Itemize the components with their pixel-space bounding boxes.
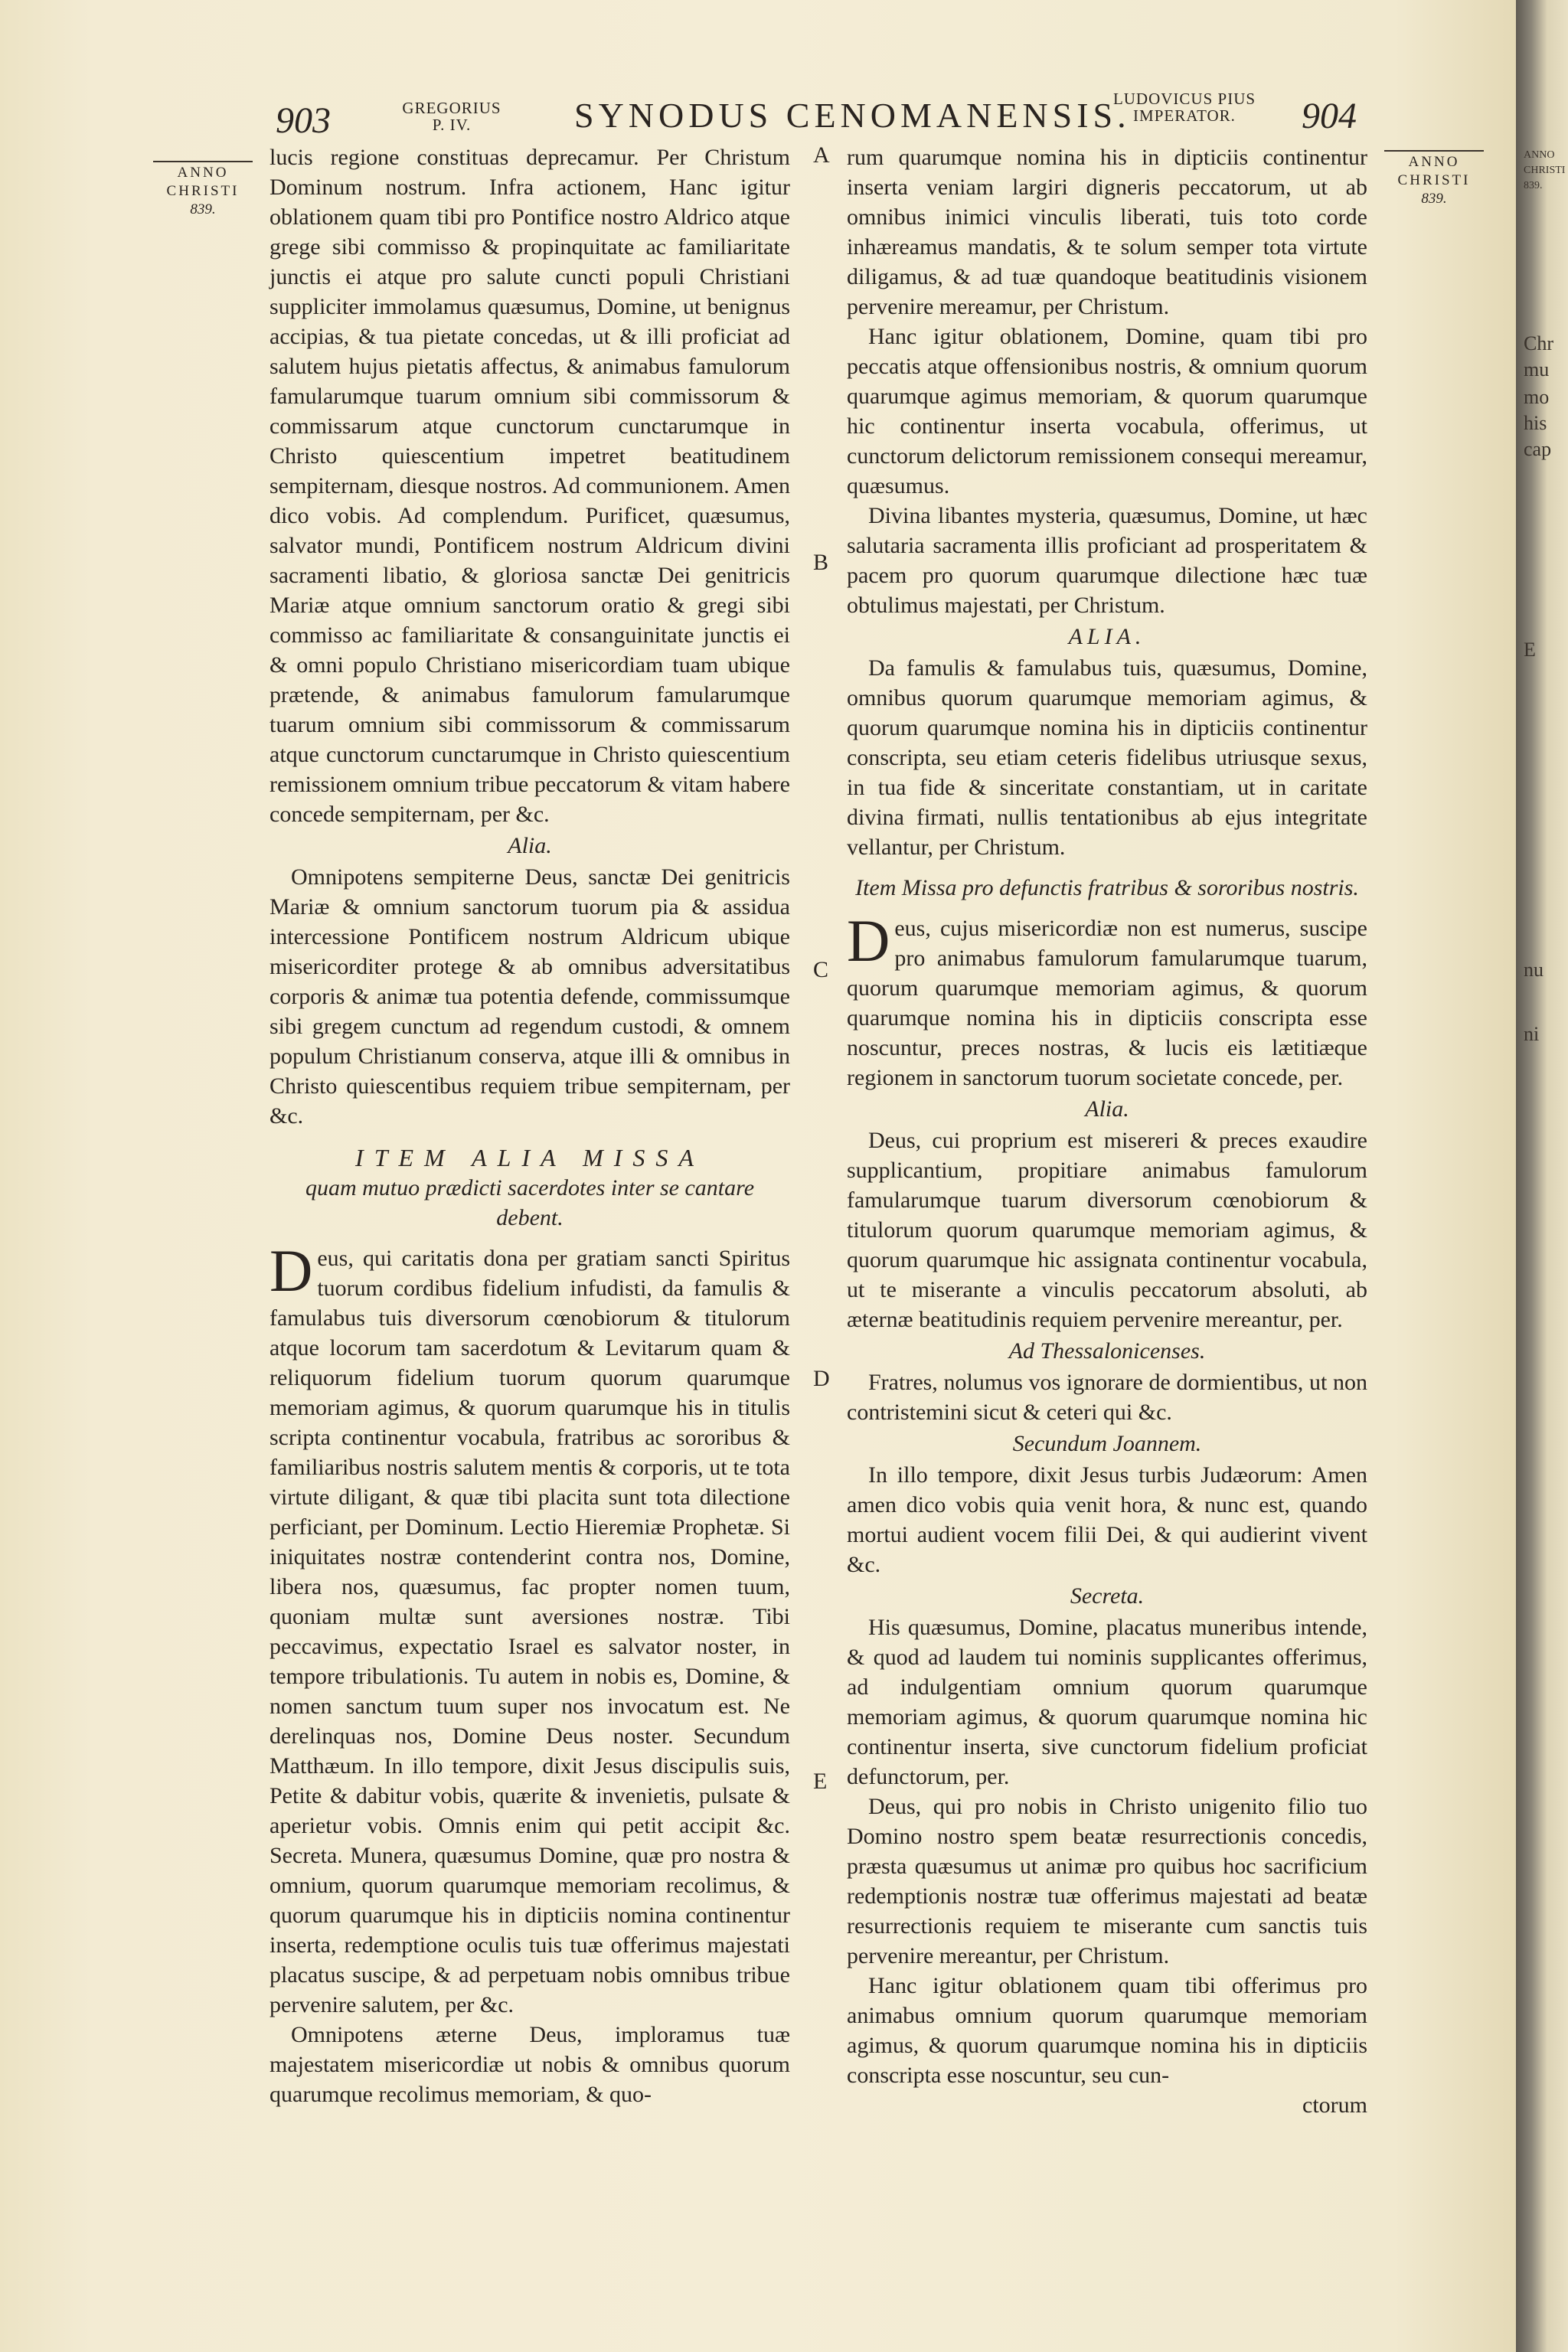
paragraph: Hanc igitur oblationem, Domine, quam tibi pro peccatis atque offensionibus nostris, & omnium quorum quarumque agimus memoriam, & quorum quarumque hic continentur inserta vocabula, offerimus, ut cunctorum delictorum remissionem consequi mereamur, quæsumus. <box>847 324 1367 498</box>
section-title: ITEM ALIA MISSA <box>355 1144 704 1171</box>
paragraph-dropcap: Deus, qui caritatis dona per gratiam sancti Spiritus tuorum cordibus fidelium infudisti, da famulis & famulabus tuis diversorum cœnobiorum & titulorum atque locorum tam sacerdotum & Levitarum quam & reliquorum fidelium tuorum quorum quarumque memoriam agimus, & quorum quarumque his in titulis scripta continentur vocabula, fratribus ac sororibus & familiaribus nostris salutem mentis & corporis, ut te tota virtute diligant, & quæ tibi placita sunt tota dilectione perficiant, per Dominum. Lectio Hieremiæ Prophetæ. Si iniquitates nostræ contenderint contra nos, Domine, libera nos, quæsumus, fac propter nomen tuum, quoniam multæ sunt aversiones nostræ. Tibi peccavimus, expectatio Israel es salvator noster, in tempore tribulationis. Tu autem in nobis es, Domine, & nomen sanctum tuum super nos invocatum est. Ne derelinquas nos, Domine Deus noster. Secundum Matthæum. In illo tempore, dixit Jesus discipulis suis, Petite & dabitur vobis, quærite & invenietis, pulsate & aperietur vobis. Omnis enim qui petit accipit &c. Secreta. Munera, quæsumus Domine, quæ pro nostra & omnium, quorum quarumque memoriam recolimus, & quorum quarumque his in dipticiis nomina continentur inserta, redemptione oculis tuis tuæ offerimus majestati placatus suscipe, & ad perpetuam nobis omnibus tribue pervenire salutem, per &c. <box>270 1237 790 2017</box>
catchword: ctorum <box>1302 2092 1367 2118</box>
paragraph: Deus, cui proprium est misereri & preces exaudire supplicantium, propitiare animabus famulorum famularumque tuarum diversorum cœnobiorum & titulorum quorum quarumque memoriam agimus, & quorum quarumque hic assignata continentur vocabula, ut te miserante a vinculis peccatorum absoluti, ab æternæ beatitudinis requiem pervenire mereantur, per. <box>847 1128 1367 1332</box>
paragraph: Hanc igitur oblationem quam tibi offerimus pro animabus omnium quorum quarumque memoriam agimus, & quorum quarumque nomina his in dipticiis conscripta esse noscuntur, seu cun- <box>847 1973 1367 2088</box>
section-letter-a: A <box>813 142 830 168</box>
running-head-left-text: GREGORIUS P. IV. <box>402 99 501 134</box>
section-letter-d: D <box>813 1366 830 1391</box>
paragraph: rum quarumque nomina his in dipticiis continentur inserta veniam largiri digneris peccatorum, ut ab omnibus inimici vinculis liberati, tuis toto corde inhæreamus mandatis, & te solum semper tota virtute diligamus, & ad tuæ quandoque beatitudinis visionem pervenire mereamur, per Christum. <box>847 145 1367 319</box>
paragraph: Divina libantes mysteria, quæsumus, Domine, ut hæc salutaria sacramenta illis proficiant ad prosperitatem & pacem pro quorum quarumque dilectione hæc tuæ obtulimus majestati, per Christum. <box>847 503 1367 618</box>
left-column <box>270 142 790 2109</box>
margin-rule <box>1384 150 1484 152</box>
section-heading: Ad Thessalonicenses. <box>1008 1338 1206 1364</box>
section-heading: Secundum Joannem. <box>1012 1431 1202 1456</box>
paragraph: lucis regione constituas deprecamur. Per Christum Dominum nostrum. Infra actionem, Hanc igitur oblationem quam tibi pro Pontifice nostro Aldrico atque grege sibi commisso & propinquitate ac familiaritate junctis ei atque pro salute cuncti populi Christiani suppliciter immolamus quæsumus, Domine, ut benignus accipias, & tua pietate concedas, ut & illi proficiat ad salutem hujus pietatis affectus, & animabus famulorum famularumque tuarum omnium sibi commissorum & commissarum atque cunctorum cunctarumque in Christo quiescentium impetret beatitudinem sempiternam, diesque nostros. Ad communionem. Amen dico vobis. Ad complendum. Purificet, quæsumus, salvator mundi, Pontificem nostrum Aldricum divini sacramenti libatio, & gloriosa sanctæ Dei genitricis Mariæ atque omnium sanctorum oratio & gregi sibi commisso ac familiaritate & consanguinitate junctis ei & omni populo Christiano misericordiam tuam ubique prætende, & animabus famulorum famularumque tuarum omnium sibi commissorum & commissarum atque cunctorum cunctarumque in Christo quiescentium remissionem omnium tribue peccatorum & vitam habere concede sempiternam, per &c. <box>270 145 790 827</box>
paragraph: Omnipotens sempiterne Deus, sanctæ Dei genitricis Mariæ & omnium sanctorum tuorum pia & assidua intercessione Pontificem nostrum Aldricum ubique misericorditer protege & ab omnibus adversitatibus corporis & animæ tua potentia defende, commissumque sibi gregem cunctum ad regendum custodi, & omnem populum Christianum conserva, atque illi & omnibus in Christo quiescentibus requiem tribue sempiternam, per &c. <box>270 864 790 1129</box>
margin-year: 839. <box>190 201 216 217</box>
paragraph: Fratres, nolumus vos ignorare de dormientibus, ut non contristemini sicut & ceteri qui &c. <box>847 1370 1367 1425</box>
edge-fragment: mu <box>1524 358 1550 381</box>
paragraph: In illo tempore, dixit Jesus turbis Judæorum: Amen amen dico vobis quia venit hora, & nunc est, quando mortui audient vocem filii Dei, & qui audierint vivent &c. <box>847 1462 1367 1577</box>
margin-anno: ANNO <box>177 165 229 181</box>
running-head-right-text: LUDOVICUS PIUS IMPERATOR. <box>1112 90 1256 125</box>
section-heading: ALIA. <box>1068 624 1146 649</box>
running-head-left <box>398 100 505 133</box>
margin-note-right <box>1384 150 1484 208</box>
running-head-right <box>1096 90 1272 124</box>
paragraph-dropcap: Deus, cujus misericordiæ non est numerus, suscipe pro animabus famulorum famularumque tuarum, quorum quarumque memoriam agimus, & quorum quarumque nomina his in dipticiis conscripta esse noscuntur, preces nostras, & lucis eis lætitiæque regionem in sanctorum tuorum societate concede, per. <box>847 907 1367 1090</box>
margin-rule <box>153 161 253 162</box>
right-column <box>847 142 1367 2120</box>
edge-fragment: 839. <box>1524 180 1543 191</box>
section-heading: Secreta. <box>1070 1583 1145 1609</box>
paragraph: Deus, qui pro nobis in Christo unigenito filio tuo Domino nostro spem beatæ resurrectionis concedis, præsta quæsumus ut animæ pro quibus hoc sacrificium redemptionis nostræ tuæ offerimus majestati ad beatæ resurrectionis requiem te miserante cum sanctis tuis pervenire mereantur, per Christum. <box>847 1794 1367 1968</box>
section-letter-b: B <box>813 550 829 575</box>
edge-fragment: CHRISTI <box>1524 165 1566 176</box>
margin-christi: CHRISTI <box>1397 172 1471 188</box>
margin-note-left <box>153 161 253 219</box>
edge-fragment: mo <box>1524 386 1550 408</box>
page-header <box>0 90 1516 141</box>
margin-christi: CHRISTI <box>166 183 240 199</box>
section-title: Item Missa pro defunctis fratribus & sororibus nostris. <box>855 875 1359 900</box>
paragraph: Da famulis & famulabus tuis, quæsumus, Domine, omnibus quorum quarumque memoriam agimus, & quorum quarumque nomina his in dipticiis continentur conscripta, seu etiam ceteris fidelibus utriusque sexus, in tua fide & sinceritate constantiam, ut in caritate divina firmati, nullis tentationibus ab ejus integritate vellantur, per Christum. <box>847 655 1367 860</box>
page-number-left: 903 <box>276 100 331 141</box>
section-subtitle: quam mutuo prædicti sacerdotes inter se cantare debent. <box>305 1175 755 1230</box>
edge-fragment: ANNO <box>1524 149 1555 161</box>
paragraph: Omnipotens æterne Deus, imploramus tuæ majestatem misericordiæ ut nobis & omnibus quorum quarumque recolimus memoriam, & quo- <box>270 2022 790 2107</box>
edge-fragment: his <box>1524 412 1547 434</box>
paragraph: His quæsumus, Domine, placatus muneribus intende, & quod ad laudem tui nominis supplicantes offerimus, ad indulgentiam omnium quorum quarumque memoriam agimus, & quorum quarumque nomina hic continentur inserta, sive cunctorum fidelium proficiat defunctorum, per. <box>847 1615 1367 1789</box>
section-letter-c: C <box>813 957 829 982</box>
page-title: SYNODUS CENOMANENSIS. <box>574 96 1131 135</box>
edge-fragment: E <box>1524 639 1536 661</box>
edge-fragment: nu <box>1524 959 1544 981</box>
edge-fragment: ni <box>1524 1023 1540 1045</box>
page-number-right: 904 <box>1302 96 1357 136</box>
margin-anno: ANNO <box>1408 154 1460 170</box>
edge-fragment: Chr <box>1524 332 1553 354</box>
section-heading: Alia. <box>1085 1096 1129 1122</box>
edge-fragment: cap <box>1524 438 1552 460</box>
section-heading: Alia. <box>508 833 552 858</box>
margin-year: 839. <box>1421 191 1447 207</box>
section-letter-e: E <box>813 1769 828 1794</box>
